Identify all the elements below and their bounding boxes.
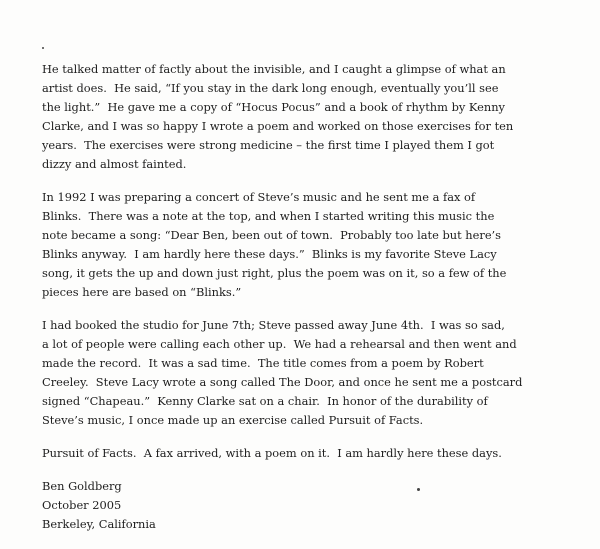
signature-date: October 2005 [42,498,122,512]
paragraph-pursuit-of-facts: Pursuit of Facts. A fax arrived, with a poem on it. I am hardly here these days. [42,446,502,460]
liner-notes-text [42,60,590,534]
paragraph-studio: I had booked the studio for June 7th; Steve passed away June 4th. I was so sad, a lot of people were calling each other up. We had a rehearsal and then went and made the record. It was a sad time. The title comes from a poem by Robert Creeley. Steve Lacy wrote a song called The Door, and once he sent me a postcard signed “Chapeau.” Kenny Clarke sat on a chair. In honor of the durability of Steve’s music, I once made up an exercise called Pursuit of Facts. [42,318,523,427]
signature-place: Berkeley, California [42,517,156,531]
signature-name: Ben Goldberg [42,479,122,493]
paragraph-invisible: He talked matter of factly about the invisible, and I caught a glimpse of what an artist does. He said, “If you stay in the dark long enough, eventually you’ll see the light.” He gave me a copy of “Hocus Pocus” and a book of rhythm by Kenny Clarke, and I was so happy I wrote a poem and worked on those exercises for ten years. The exercises were strong medicine – the first time I played them I got dizzy and almost fainted. [42,62,514,171]
paragraph-blinks: In 1992 I was preparing a concert of Steve’s music and he sent me a fax of Blinks. There was a note at the top, and when I started writing this music the note became a song: “Dear Ben, been out of town. Probably too late but here’s Blinks anyway. I am hardly here these days.” Blinks is my favorite Steve Lacy song, it gets the up and down just right, plus the poem was on it, so a few of the pieces here are based on “Blinks.” [42,190,507,299]
print-speck [417,488,420,491]
print-speck [42,47,44,49]
signature-block [42,477,590,534]
